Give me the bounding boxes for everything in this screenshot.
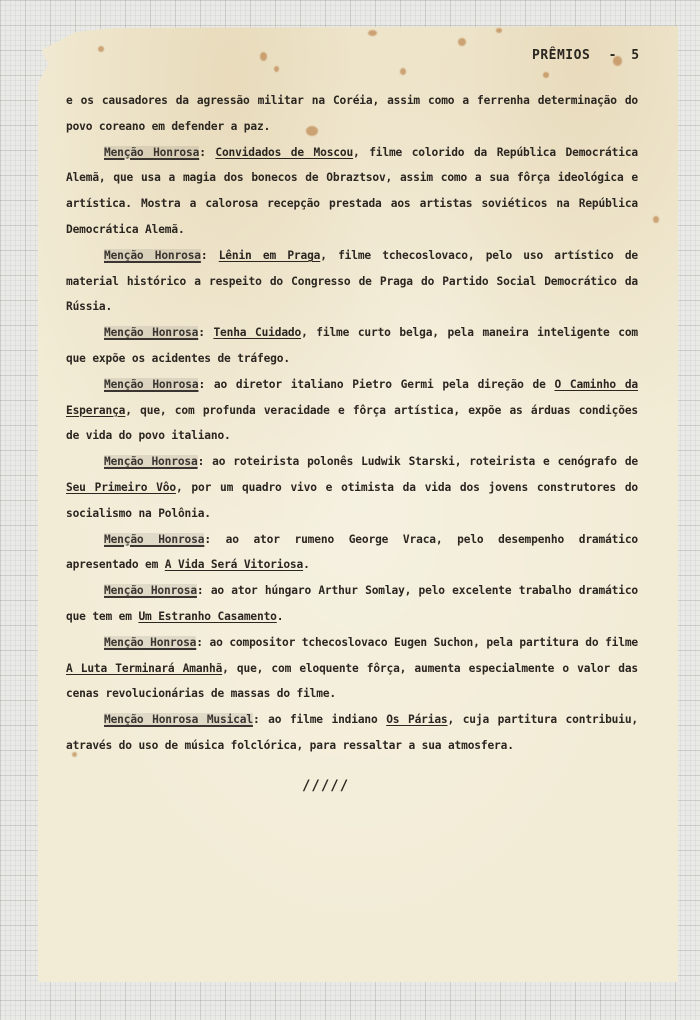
award-description: , que, com eloquente fôrça, aumenta especialmente o valor das cenas revolucionárias de massas do filme. — [66, 661, 638, 701]
document-body — [66, 88, 638, 759]
award-description: , cuja partitura contribuiu, através do uso de música folclórica, para ressaltar a sua atmosfera. — [66, 713, 638, 752]
award-pre: ao ator húngaro Arthur Somlay, pelo excelente trabalho dramático que tem em — [66, 584, 639, 623]
rust-stain — [653, 216, 659, 223]
award-pre: ao ator rumeno George Vraca, pelo desempenho dramático apresentado em — [66, 532, 639, 572]
film-title: A Vida Será Vitoriosa — [164, 558, 304, 572]
rust-stain — [543, 72, 549, 78]
page-header — [532, 48, 640, 63]
award-paragraph: Menção Honrosa Musical: ao filme indiano Os Párias, cuja partitura contribuiu, através do uso de música folclórica, para ressaltar a sua atmosfera. — [66, 713, 638, 752]
award-paragraph: Menção Honrosa: Convidados de Moscou, filme colorido da República Democrática Alemã, que usa a magia dos bonecos de Obraztsov, assim como a sua fôrça ideológica e artística. Mostra a calorosa recepção prestada aos artistas soviéticos na República Democrática Alemã. — [66, 145, 638, 236]
intro-paragraph: e os causadores da agressão militar na Coréia, assim como a ferrenha determinação do povo coreano em defender a paz. — [66, 94, 638, 133]
award-paragraph: Menção Honrosa: Tenha Cuidado, filme curto belga, pela maneira inteligente com que expõe os acidentes de tráfego. — [66, 326, 638, 365]
award-paragraph: Menção Honrosa: Lênin em Praga, filme tchecoslovaco, pelo uso artístico de material histórico a respeito do Congresso de Praga do Partido Social Democrático da Rússia. — [66, 248, 639, 314]
award-description: . — [276, 609, 284, 623]
rust-stain — [496, 28, 502, 33]
award-description: , filme colorido da República Democrática Alemã, que usa a magia dos bonecos de Obraztsov, assim como a sua fôrça ideológica e artística. Mostra a calorosa recepção prestada aos artistas soviéticos na República Democrática Alemã. — [66, 145, 638, 236]
award-label: Menção Honrosa — [104, 455, 198, 469]
award-paragraph: Menção Honrosa: ao ator húngaro Arthur Somlay, pelo excelente trabalho dramático que tem em Um Estranho Casamento. — [66, 584, 639, 623]
award-pre: ao filme indiano — [268, 713, 387, 727]
award-label: Menção Honrosa — [104, 532, 205, 546]
end-mark: ///// — [302, 778, 350, 794]
award-label: Menção Honrosa — [104, 584, 197, 598]
rust-stain — [98, 46, 104, 52]
film-title: Um Estranho Casamento — [138, 609, 277, 623]
award-label: Menção Honrosa — [104, 145, 200, 159]
page-number: 5 — [631, 48, 640, 63]
award-pre: ao roteirista polonês Ludwik Starski, roteirista e cenógrafo de — [212, 455, 638, 469]
film-title: O Caminho da Esperança — [66, 377, 639, 417]
header-separator: - — [608, 48, 617, 63]
award-paragraph: Menção Honrosa: ao roteirista polonês Ludwik Starski, roteirista e cenógrafo de Seu Primeiro Vôo, por um quadro vivo e otimista da vida dos jovens construtores do socialismo na Polônia. — [66, 455, 638, 520]
rust-stain — [368, 30, 377, 36]
award-paragraph: Menção Honrosa: ao diretor italiano Pietro Germi pela direção de O Caminho da Esperança, que, com profunda veracidade e fôrça artística, expõe as árduas condições de vida do povo italiano. — [66, 377, 639, 443]
film-title: Convidados de Moscou — [215, 145, 354, 159]
film-title: Lênin em Praga — [218, 248, 321, 262]
section-title: PRÊMIOS — [532, 48, 591, 63]
award-label: Menção Honrosa — [104, 377, 199, 391]
rust-stain — [274, 66, 279, 72]
award-pre: ao compositor tchecoslovaco Eugen Suchon, pela partitura do filme — [209, 635, 639, 649]
film-title: A Luta Terminará Amanhã — [66, 661, 223, 675]
film-title: Os Párias — [386, 713, 448, 727]
award-label: Menção Honrosa — [104, 248, 201, 262]
film-title: Seu Primeiro Vôo — [66, 480, 176, 494]
award-description: , que, com profunda veracidade e fôrça artística, expõe as árduas condições de vida do povo italiano. — [66, 403, 638, 443]
award-description: , filme tchecoslovaco, pelo uso artístico de material histórico a respeito do Congresso de Praga do Partido Social Democrático da Rússia. — [66, 248, 639, 314]
award-label: Menção Honrosa Musical — [104, 713, 253, 727]
film-title: Tenha Cuidado — [213, 326, 302, 340]
award-description: , filme curto belga, pela maneira inteligente com que expõe os acidentes de tráfego. — [66, 326, 638, 365]
award-description: . — [303, 558, 310, 572]
rust-stain — [458, 38, 466, 46]
award-label: Menção Honrosa — [104, 326, 199, 340]
award-description: , por um quadro vivo e otimista da vida dos jovens construtores do socialismo na Polônia. — [66, 480, 638, 520]
award-paragraph: Menção Honrosa: ao ator rumeno George Vraca, pelo desempenho dramático apresentado em A Vida Será Vitoriosa. — [66, 532, 639, 572]
award-paragraph: Menção Honrosa: ao compositor tchecoslovaco Eugen Suchon, pela partitura do filme A Luta Terminará Amanhã, que, com eloquente fôrça, aumenta especialmente o valor das cenas revolucionárias de massas do filme. — [66, 635, 639, 701]
rust-stain — [260, 52, 267, 61]
rust-stain — [400, 68, 406, 75]
award-pre: ao diretor italiano Pietro Germi pela direção de — [213, 377, 555, 391]
award-label: Menção Honrosa — [104, 635, 197, 649]
